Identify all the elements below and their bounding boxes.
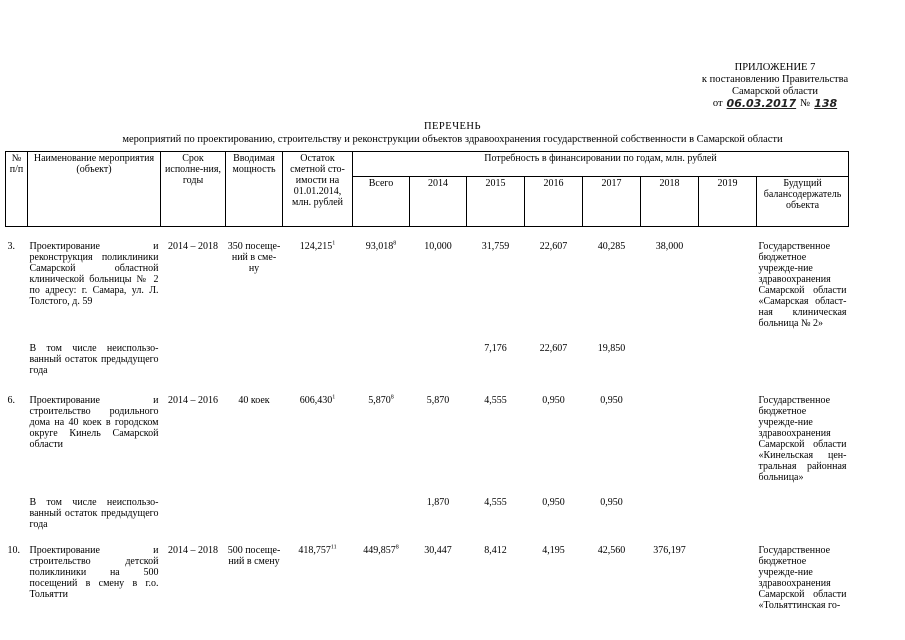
row-2015: 8,412 (484, 545, 507, 556)
row-2019 (699, 381, 757, 483)
row-2017: 0,950 (600, 497, 623, 508)
table-row (6, 227, 849, 330)
table-row (6, 381, 849, 483)
row-num (6, 483, 28, 535)
header-2018: 2018 (641, 177, 699, 227)
header-financing: Потребность в финансировании по годам, млн. рублей (353, 152, 849, 177)
header-remainder: Остаток сметной сто-имости на 01.01.2014, млн. рублей (283, 152, 353, 227)
row-capacity: 350 посеще-ний в сме-ну (227, 241, 281, 274)
appendix-block (655, 62, 895, 110)
row-holder (757, 483, 849, 535)
row-2018 (641, 381, 699, 483)
row-2016: 0,950 (542, 395, 565, 406)
row-holder: Государственное бюджетное учрежде-ние здравоохранения Самарской области «Самарская област-ная клиническая больница № 2» (758, 241, 847, 329)
appendix-line2: Самарской области (732, 86, 818, 97)
row-holder (757, 329, 849, 381)
row-2014: 5,870 (426, 395, 450, 406)
row-2019 (699, 227, 757, 330)
row-2016: 0,950 (542, 497, 565, 508)
header-2015: 2015 (467, 177, 525, 227)
header-name: Наименование мероприятия (объект) (28, 152, 161, 227)
header-holder: Будущий балансодержатель объекта (757, 177, 849, 227)
appendix-date-line (655, 98, 895, 110)
row-2018: 38,000 (655, 241, 684, 252)
row-2014: 10,000 (424, 241, 452, 252)
row-2014: 30,447 (424, 545, 452, 556)
header-total: Всего (353, 177, 410, 227)
total-value: 5,870 (368, 395, 391, 406)
remainder-value: 418,757 (298, 545, 331, 556)
row-name: Проектирование и строительство детской поликлиники на 500 посещений в смену в г.о. Тольятти (29, 545, 159, 600)
row-2014: 1,870 (426, 497, 450, 508)
header-2016: 2016 (525, 177, 583, 227)
row-capacity: 40 коек (238, 395, 270, 406)
remainder-footnote: 11 (330, 544, 337, 551)
total-footnote: 8 (393, 240, 397, 247)
row-capacity: 500 посеще-ний в смену (227, 545, 281, 567)
row-2017: 42,560 (597, 545, 626, 556)
row-2014 (410, 329, 467, 381)
row-term (161, 483, 226, 535)
row-2019 (699, 329, 757, 381)
row-total (353, 381, 410, 483)
remainder-value: 124,215 (299, 241, 333, 252)
row-num (6, 329, 28, 381)
row-2017: 19,850 (597, 343, 626, 354)
row-name: В том числе неиспользо-ванный остаток предыдущего года (29, 497, 159, 530)
header-row-1 (6, 152, 849, 177)
row-2019 (699, 483, 757, 535)
row-holder: Государственное бюджетное учрежде-ние здравоохранения Самарской области «Кинельская цен-тральная районная больница» (758, 395, 847, 483)
header-2019: 2019 (699, 177, 757, 227)
row-2018 (641, 483, 699, 535)
row-2016: 22,607 (539, 343, 568, 354)
row-name: Проектирование и реконструкция поликлиники Самарской областной клинической больницы № 2 по адресу: г. Самара, ул. Л. Толстого, д. 59 (29, 241, 159, 307)
row-remainder (283, 329, 353, 381)
row-2017: 40,285 (597, 241, 626, 252)
row-total (353, 329, 410, 381)
number-value: 138 (814, 97, 838, 110)
row-total (353, 483, 410, 535)
row-name: Проектирование и строительство родильного дома на 40 коек в городском округе Кинель Самарской области (29, 395, 159, 450)
row-total (353, 535, 410, 611)
row-capacity (226, 483, 283, 535)
total-value: 449,857 (363, 545, 396, 556)
remainder-value: 606,430 (299, 395, 333, 406)
row-2017: 0,950 (600, 395, 623, 406)
table-row (6, 329, 849, 381)
row-term: 2014 – 2018 (168, 545, 218, 556)
header-capacity: Вводимая мощность (226, 152, 283, 227)
row-2015: 31,759 (481, 241, 510, 252)
header-2014: 2014 (410, 177, 467, 227)
projects-table (5, 151, 849, 611)
remainder-footnote: 1 (332, 394, 336, 401)
row-term: 2014 – 2016 (168, 395, 218, 406)
row-total (353, 227, 410, 330)
table-row (6, 483, 849, 535)
total-value: 93,018 (365, 241, 394, 252)
row-num: 3. (7, 241, 15, 252)
document-subtitle: мероприятий по проектированию, строительству и реконструкции объектов здравоохранения государственной собственности в Самарской области (122, 134, 783, 145)
row-remainder (283, 381, 353, 483)
date-prefix: от (712, 98, 723, 109)
total-footnote: 8 (390, 394, 394, 401)
total-footnote: 8 (395, 544, 399, 551)
row-2016: 4,195 (542, 545, 565, 556)
row-holder: Государственное бюджетное учрежде-ние здравоохранения Самарской области «Тольяттинская го- (758, 545, 847, 611)
row-2015: 7,176 (484, 343, 507, 354)
document-title: ПЕРЕЧЕНЬ (423, 121, 482, 132)
row-num: 10. (7, 545, 20, 556)
remainder-footnote: 1 (332, 240, 336, 247)
header-num: № п/п (6, 152, 28, 227)
appendix-title: ПРИЛОЖЕНИЕ 7 (734, 62, 816, 73)
header-2017: 2017 (583, 177, 641, 227)
row-2015: 4,555 (484, 497, 507, 508)
number-prefix: № (800, 98, 811, 109)
table-row (6, 535, 849, 611)
appendix-line1: к постановлению Правительства (701, 74, 849, 85)
row-remainder (283, 227, 353, 330)
date-value: 06.03.2017 (726, 97, 797, 110)
row-capacity (226, 329, 283, 381)
row-2016: 22,607 (539, 241, 568, 252)
row-remainder (283, 535, 353, 611)
row-2015: 4,555 (484, 395, 507, 406)
header-term: Срок исполне-ния, годы (161, 152, 226, 227)
row-2018 (641, 329, 699, 381)
row-remainder (283, 483, 353, 535)
row-term: 2014 – 2018 (168, 241, 218, 252)
row-2019 (699, 535, 757, 611)
row-name: В том числе неиспользо-ванный остаток предыдущего года (29, 343, 159, 376)
row-2018: 376,197 (653, 545, 686, 556)
row-num: 6. (7, 395, 15, 406)
row-term (161, 329, 226, 381)
